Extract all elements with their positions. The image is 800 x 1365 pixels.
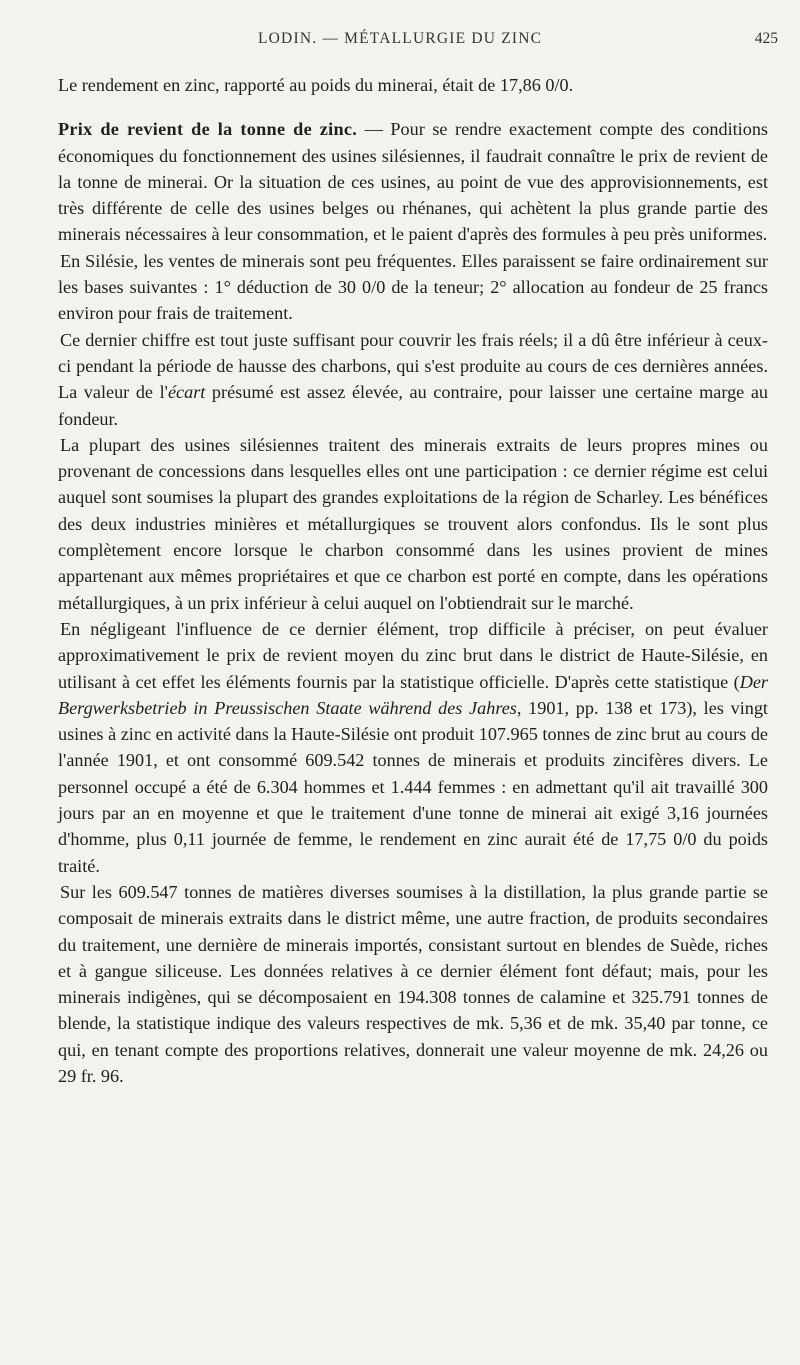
paragraph-ownership: La plupart des usines silésiennes traitent des minerais extraits de leurs propres mines ou provenant de concessions dans lesquelles elles ont une participation : ce dernier régime est celui auquel sont soumises la plupart des grandes exploitations de la région de Scharley. Les bénéfices des deux industries minières et métallurgiques se trouvent alors confondus. Ils le sont plus complètement encore lorsque le charbon consommé dans les usines provient de mines appartenant aux mêmes propriétaires et que ce charbon est porté en compte, dans les opérations métallurgiques, à un prix inférieur à celui auquel on l'obtiendrait sur le marché. <box>58 434 768 613</box>
italic-term: écart <box>167 382 206 403</box>
paragraph-sales: En Silésie, les ventes de minerais sont peu fréquentes. Elles paraissent se faire ordinairement sur les bases suivantes : 1° déduction de 30 0/0 de la teneur; 2° allocation au fondeur de 25 francs environ pour frais de traitement. <box>58 250 768 324</box>
paragraph-cost-intro <box>58 116 768 247</box>
paragraph-text: , 1901, pp. 138 et 173), les vingt usines à zinc en activité dans la Haute-Silésie ont produit 107.965 tonnes de zinc brut au cours de l'année 1901, et ont consommé 609.542 tonnes de minerais et produits zincifères divers. Le personnel occupé a été de 6.304 hommes et 1.444 femmes : en admettant qu'il ait travaillé 300 jours par an en moyenne et que le traitement d'une tonne de minerai ait exigé 3,16 journées d'homme, plus 0,11 journée de femme, le rendement en zinc aurait été de 17,75 0/0 du poids traité. <box>58 697 768 876</box>
paragraph-yield: Le rendement en zinc, rapporté au poids du minerai, était de 17,86 0/0. <box>58 75 574 95</box>
italic-citation: Der Bergwerksbetrieb in Preussischen Staate während des Jahres <box>58 671 768 718</box>
paragraph-text: présumé est assez élevée, au contraire, pour laisser une certaine marge au fondeur. <box>58 382 769 429</box>
paragraph-text: — Pour se rendre exactement compte des conditions économiques du fonctionnement des usines silésiennes, il faudrait connaître le prix de revient de la tonne de minerai. Or la situation de ces usines, au point de vue des approvisionnements, est très différente de celle des usines belges ou rhénanes, qui achètent la plus grande partie des minerais nécessaires à leur consommation, et le paient d'après des formules à peu près uniformes. <box>58 119 768 245</box>
section-heading: Prix de revient de la tonne de zinc. <box>58 119 358 140</box>
paragraph-margin <box>58 327 768 432</box>
page-number: 425 <box>754 30 778 47</box>
paragraph-materials: Sur les 609.547 tonnes de matières diverses soumises à la distillation, la plus grande partie se composait de minerais extraits dans le district même, une autre fraction, de produits secondaires du traitement, une dernière de minerais importés, consistant surtout en blendes de Suède, riches et à gangue siliceuse. Les données relatives à ce dernier élément font défaut; mais, pour les minerais indigènes, qui se décomposaient en 194.308 tonnes de calamine et 325.791 tonnes de blende, la statistique indique des valeurs respectives de mk. 5,36 et de mk. 35,40 par tonne, ce qui, en tenant compte des proportions relatives, donnerait une valeur moyenne de mk. 24,26 ou 29 fr. 96. <box>58 881 768 1086</box>
paragraph-text: En négligeant l'influence de ce dernier élément, trop difficile à préciser, on peut évaluer approximativement le prix de revient moyen du zinc brut dans le district de Haute-Silésie, en utilisant à cet effet les éléments fournis par la statistique officielle. D'après cette statistique ( <box>58 618 768 692</box>
paragraph-statistics <box>58 616 768 879</box>
running-title: LODIN. — MÉTALLURGIE DU ZINC <box>258 30 543 47</box>
body-text <box>58 72 768 1089</box>
paragraph-text: Ce dernier chiffre est tout juste suffisant pour couvrir les frais réels; il a dû être inférieur à ceux-ci pendant la période de hausse des charbons, qui s'est produite au cours de ces dernières années. La valeur de l' <box>58 329 768 403</box>
running-header <box>258 30 778 48</box>
